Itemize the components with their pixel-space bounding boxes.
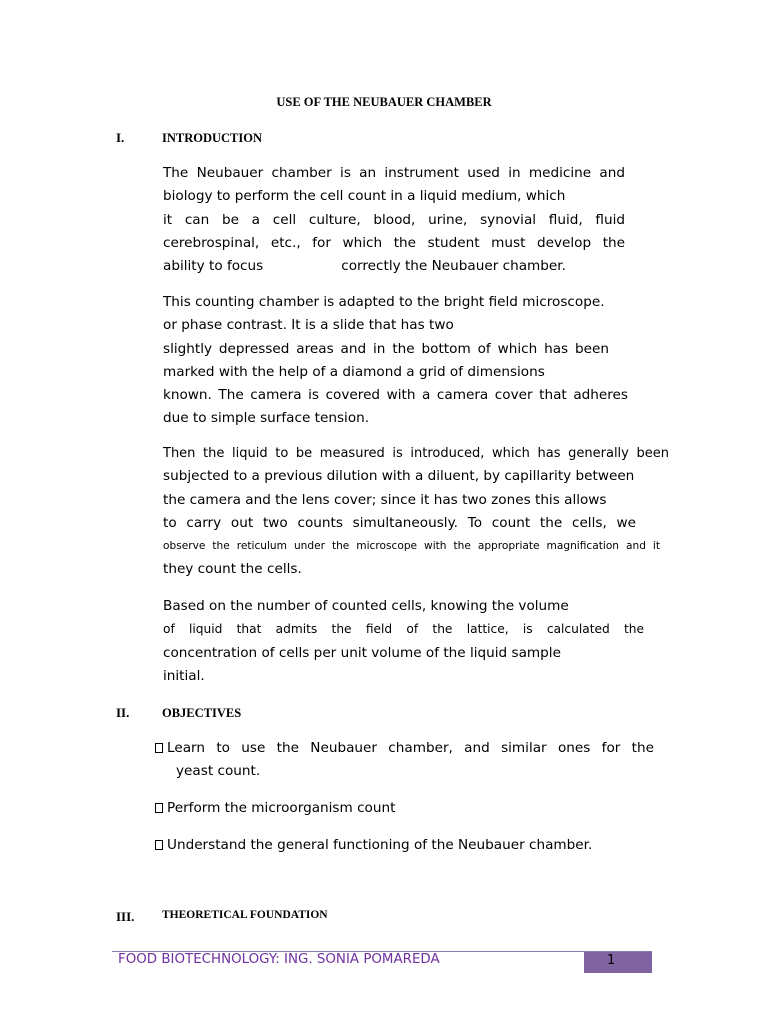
- paragraph-line: subjected to a previous dilution with a diluent, by capillarity between: [163, 468, 635, 485]
- page-number: 1: [607, 953, 616, 968]
- objective-text: Understand the general functioning of the Neubauer chamber.: [167, 837, 593, 853]
- paragraph-line: or phase contrast. It is a slide that has two: [163, 317, 454, 334]
- paragraph-line: due to simple surface tension.: [163, 410, 370, 427]
- objective-text: Learn to use the Neubauer chamber, and similar ones for the: [167, 740, 654, 756]
- paragraph-line: [163, 535, 660, 558]
- paragraph-line: The Neubauer chamber is an instrument used in medicine and: [163, 165, 625, 181]
- objective-text-continued: yeast count.: [176, 763, 261, 780]
- section-title-theoretical-foundation: THEORETICAL FOUNDATION: [162, 909, 328, 921]
- document-title: USE OF THE NEUBAUER CHAMBER: [276, 95, 492, 109]
- objective-item-3: [155, 834, 592, 857]
- paragraph-line: biology to perform the cell count in a liquid medium, which: [163, 188, 566, 205]
- paragraph-line-text: slightly depressed areas and in the bottom of which has been: [163, 340, 609, 357]
- intro-paragraph-1: [163, 162, 625, 278]
- paragraph-line: marked with the help of a diamond a grid of dimensions: [163, 363, 545, 380]
- paragraph-line: initial.: [163, 667, 205, 684]
- page-number-box: [584, 952, 652, 973]
- paragraph-line: it can be a cell culture, blood, urine, synovial fluid, fluid: [163, 211, 625, 228]
- paragraph-line: [163, 338, 609, 361]
- intro-paragraph-2: [163, 291, 628, 431]
- bullet-box-icon: [155, 743, 163, 753]
- paragraph-line-text: observe the reticulum under the microscope with the appropriate magnification and it: [163, 540, 660, 553]
- paragraph-line: This counting chamber is adapted to the bright field microscope.: [163, 294, 605, 310]
- section-number-2: II.: [116, 705, 130, 720]
- paragraph-line-part: correctly the Neubauer chamber.: [341, 258, 566, 275]
- objective-text: Perform the microorganism count: [167, 800, 396, 816]
- paragraph-line: cerebrospinal, etc., for which the student must develop the: [163, 234, 625, 251]
- paragraph-line: the camera and the lens cover; since it has two zones this allows: [163, 491, 607, 508]
- section-number-3: III.: [116, 909, 135, 924]
- section-title-introduction: INTRODUCTION: [162, 131, 263, 145]
- footer-text: FOOD BIOTECHNOLOGY: ING. SONIA POMAREDA: [118, 952, 440, 967]
- paragraph-line: [163, 255, 625, 278]
- paragraph-line: Based on the number of counted cells, knowing the volume: [163, 598, 569, 614]
- bullet-box-icon: [155, 840, 163, 850]
- intro-paragraph-3: [163, 442, 669, 582]
- intro-paragraph-4: [163, 595, 644, 688]
- paragraph-line: concentration of cells per unit volume of the liquid sample: [163, 644, 561, 661]
- paragraph-line: they count the cells.: [163, 561, 302, 578]
- paragraph-line: [163, 384, 628, 407]
- paragraph-line-text: to carry out two counts simultaneously. To count the cells, we: [163, 514, 636, 531]
- paragraph-line: [163, 512, 636, 535]
- paragraph-line-text: known. The camera is covered with a camera cover that adheres: [163, 387, 628, 404]
- section-number-1: I.: [116, 130, 125, 145]
- section-title-objectives: OBJECTIVES: [162, 706, 242, 720]
- objective-item-1: [155, 737, 655, 784]
- paragraph-line-part: ability to focus: [163, 258, 264, 275]
- objective-item-2: [155, 797, 395, 820]
- paragraph-line: Then the liquid to be measured is introduced, which has generally been: [163, 446, 669, 461]
- paragraph-line: of liquid that admits the field of the lattice, is calculated the: [163, 622, 644, 637]
- bullet-box-icon: [155, 803, 163, 813]
